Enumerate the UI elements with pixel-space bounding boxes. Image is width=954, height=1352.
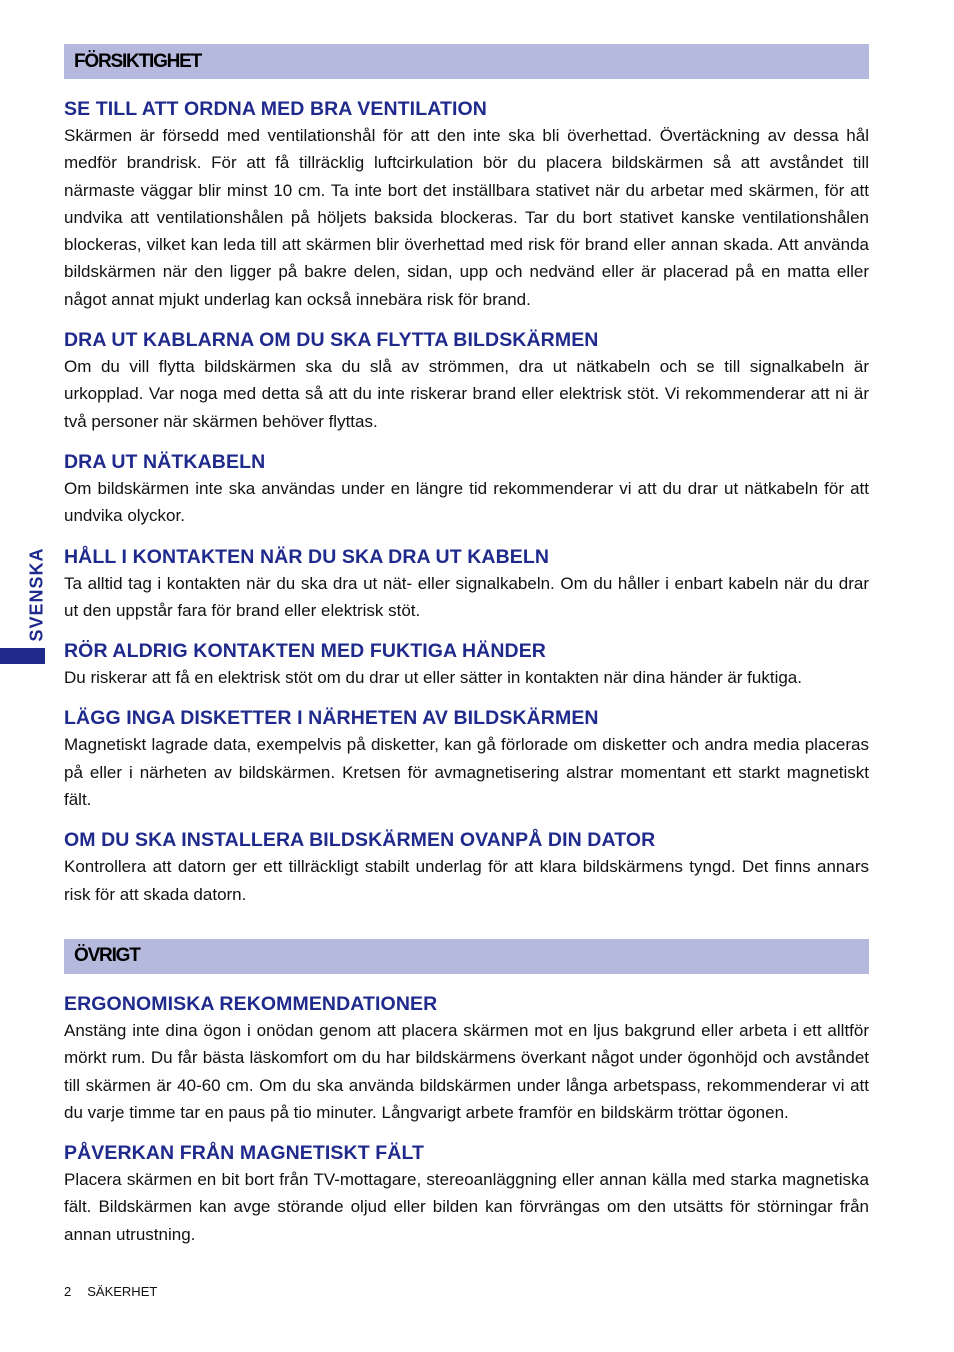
paragraph-on-computer: Kontrollera att datorn ger ett tillräckligt stabilt underlag för att klara bildskärmens tyngd. Det finns annars risk för att skada datorn. (64, 857, 869, 904)
heading-unplug-power: DRA UT NÄTKABELN (64, 450, 266, 473)
heading-ergonomics: ERGONOMISKA REKOMMENDATIONER (64, 992, 438, 1015)
section-band-caution: FÖRSIKTIGHET (64, 44, 869, 79)
section-band-other: ÖVRIGT (64, 939, 869, 974)
paragraph-magnetic-field: Placera skärmen en bit bort från TV-mottagare, stereoanläggning eller annan källa med starka magnetiska fält. Bildskärmen kan avge störande oljud eller bilden kan förvrängas om den utsätts för störningar från annan utrustning. (64, 1170, 869, 1244)
paragraph-ergonomics: Anstäng inte dina ögon i onödan genom att placera skärmen mot en ljus bakgrund eller arbeta i ett alltför mörkt rum. Du får bästa läskomfort om du har bildskärmens överkant något under ögonhöjd och avståndet till skärmen är 40-60 cm. Om du ska använda bildskärmen under långa arbetspass, rekommenderar vi att du varje timme tar en paus på tio minuter. Långvarigt arbete framför en bildskärm tröttar ögonen. (64, 1020, 869, 1122)
side-tab-label (25, 542, 49, 646)
paragraph-unplug-power: Om bildskärmen inte ska användas under en längre tid rekommenderar vi att du drar ut nätkabeln för att undvika olyckor. (64, 478, 869, 526)
paragraph-diskettes: Magnetiskt lagrade data, exempelvis på disketter, kan gå förlorade om disketter och andra media placeras på eller i närheten av bildskärmen. Kretsen för avmagnetisering alstrar momentant ett starkt magnetiskt fält. (64, 735, 869, 810)
heading-unplug-move: DRA UT KABLARNA OM DU SKA FLYTTA BILDSKÄRMEN (64, 329, 599, 352)
heading-diskettes: LÄGG INGA DISKETTER I NÄRHETEN AV BILDSKÄRMEN (64, 707, 599, 730)
heading-on-computer: OM DU SKA INSTALLERA BILDSKÄRMEN OVANPÅ DIN DATOR (64, 829, 656, 852)
heading-magnetic-field: PÅVERKAN FRÅN MAGNETISKT FÄLT (64, 1142, 425, 1165)
paragraph-unplug-move: Om du vill flytta bildskärmen ska du slå av strömmen, dra ut nätkabeln och se till signalkabeln är urkopplad. Var noga med detta så att du inte riskerar brand eller elektrisk stöt. Vi rekommenderar att ni är två personer när skärmen behöver flyttas. (64, 357, 869, 431)
page-footer (64, 1284, 157, 1299)
page-number: 2 (64, 1284, 72, 1299)
heading-wet-hands: RÖR ALDRIG KONTAKTEN MED FUKTIGA HÄNDER (64, 640, 546, 663)
page-content (64, 44, 869, 1248)
paragraph-hold-plug: Ta alltid tag i kontakten när du ska dra ut nät- eller signalkabeln. Om du håller i enbart kabeln när du drar ut den uppstår fara för brand eller elektrisk stöt. (64, 573, 869, 620)
paragraph-ventilation: Skärmen är försedd med ventilationshål för att den inte ska bli överhettad. Övertäckning av dessa hål medför brandrisk. För att få tillräcklig luftcirkulation bör du placera bildskärmen så att avståndet till närmaste väggar blir minst 10 cm. Ta inte bort det inställbara stativet när du arbetar med skärmen, för att undvika att ventilationshålen på höljets baksida blockeras. Tar du bort stativet kanske ventilationshålen blockeras, vilket kan leda till att skärmen blir överhettad med risk för brand eller annan skada. Att använda bildskärmen när den ligger på bakre delen, sidan, upp och nedvänd eller är placerad på en matta eller något annat mjukt underlag kan också innebära risk för brand. (64, 126, 869, 309)
paragraph-wet-hands: Du riskerar att få en elektrisk stöt om du drar ut eller sätter in kontakten när dina händer är fuktiga. (64, 668, 802, 688)
side-tab-text: SVENSKA (26, 546, 47, 642)
footer-section-title: SÄKERHET (87, 1284, 158, 1299)
heading-ventilation: SE TILL ATT ORDNA MED BRA VENTILATION (64, 98, 487, 120)
side-tab-bar (0, 648, 45, 664)
heading-hold-plug: HÅLL I KONTAKTEN NÄR DU SKA DRA UT KABELN (64, 545, 550, 568)
